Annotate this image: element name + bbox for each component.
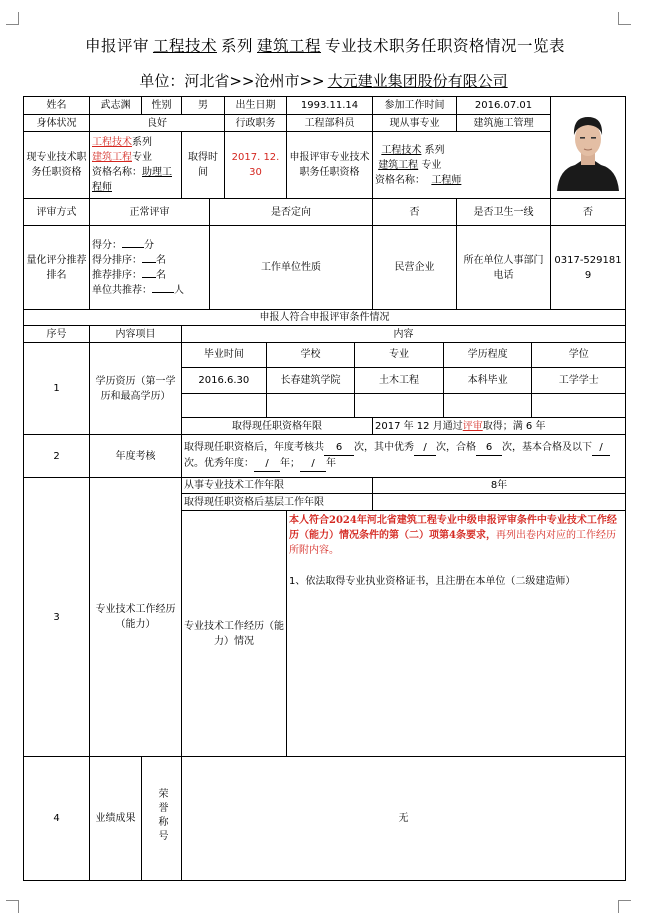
education-row-1 [182,367,625,393]
excellent-year-2: / [300,456,326,472]
admin-value: 工程部科员 [287,115,373,132]
item1-years-value [373,418,626,435]
row-qualifications [24,132,626,199]
current-qual-name: 助理工程师 [92,167,172,193]
title-specialty: 建筑工程 [257,37,322,55]
assess-excellent: / [414,440,436,456]
assess-text: 次。优秀年度： [184,458,254,469]
item3-condition-bold: 本人符合2024年河北省建筑工程专业中级申报评审条件中专业技术工作经历（能力）情况条件的第（二）项第4条要求， [289,515,617,541]
education-row-2 [182,393,625,417]
edu-empty-cell [266,393,355,417]
section-header: 申报人符合申报评审条件情况 [24,310,626,326]
major-suffix: 专业 [421,159,442,171]
row-item-1 [24,343,626,418]
phone-label: 所在单位人事部门电话 [457,226,551,310]
current-major-value: 建筑施工管理 [457,115,551,132]
edu-header-grad-time: 毕业时间 [182,343,266,367]
years-post: 取得；满 6 年 [482,420,546,432]
score-blank [122,247,144,248]
name-value: 武志渊 [90,97,142,115]
item4-value: 无 [182,757,626,881]
col-content: 内容 [182,326,626,343]
portrait-icon [553,105,623,191]
unit-line [0,70,650,91]
current-qual-value [90,132,182,199]
education-table [182,343,625,417]
apply-qual-label: 申报评审专业技术职务任职资格 [287,132,373,199]
birth-value: 1993.11.14 [287,97,373,115]
health-line-value: 否 [551,199,626,226]
health-line-label: 是否卫生一线 [457,199,551,226]
item1-years-label: 取得现任职资格年限 [182,418,373,435]
admin-label: 行政职务 [225,115,287,132]
assess-text: 取得现任职资格后，年度考核共 [184,442,324,453]
health-value: 良好 [90,115,225,132]
photo-cell [551,97,626,199]
series-suffix: 系列 [424,144,445,156]
item3-years-value: 8年 [373,478,626,494]
score-rank-blank [142,262,156,263]
unit-company: 大元建业集团股份有限公司 [327,72,508,90]
gender-label: 性别 [142,97,182,115]
corner-mark-top-right [618,12,631,25]
total-rec-label: 单位共推荐： [92,284,152,296]
score-label: 得分： [92,239,122,251]
gender-value: 男 [182,97,225,115]
item2-content [182,435,626,478]
edu-empty-cell [443,393,532,417]
person-suffix: 人 [174,284,184,296]
qual-name-prefix: 资格名称： [375,174,425,186]
rec-rank-label: 推荐排序： [92,269,142,281]
major-suffix: 专业 [132,152,152,163]
current-major-label: 现从事专业 [373,115,457,132]
assess-basic: / [592,440,610,456]
rank-suffix: 名 [156,269,166,281]
item3-exp-content [287,511,626,757]
item4-sub-label [142,757,182,881]
qual-name-prefix: 资格名称： [92,167,142,178]
assess-text: 次，基本合格及以下 [502,442,592,453]
current-qual-series: 工程技术 [92,137,132,148]
excellent-year-1: / [254,456,280,472]
directed-value: 否 [373,199,457,226]
name-label: 姓名 [24,97,90,115]
obtain-time-value: 2017. 12. 30 [225,132,287,199]
edu-empty-cell [532,393,625,417]
birth-label: 出生日期 [225,97,287,115]
corner-mark-bottom-right [618,900,631,913]
row-section-header [24,310,626,326]
item3-grassroots-value [373,494,626,511]
score-suffix: 分 [144,239,154,251]
years-pre: 2017 年 12 月通过 [375,420,463,432]
obtain-time-label: 取得时间 [182,132,225,199]
rec-rank-blank [142,277,156,278]
item3-label: 专业技术工作经历（能力） [90,478,182,757]
apply-qual-series: 工程技术 [381,144,422,156]
honor-title-label: 荣誉称号 [156,788,167,844]
apply-qual-value [373,132,551,199]
col-no: 序号 [24,326,90,343]
edu-school: 长春建筑学院 [266,367,355,393]
item2-label: 年度考核 [90,435,182,478]
edu-degree: 工学学士 [532,367,625,393]
assess-text: 年； [280,458,300,469]
rank-suffix: 名 [156,254,166,266]
edu-empty-cell [355,393,444,417]
health-label: 身体状况 [24,115,90,132]
corner-mark-top-left [6,12,19,25]
qualification-table [23,96,626,881]
item3-no: 3 [24,478,90,757]
series-suffix: 系列 [132,137,152,148]
assess-text: 次，其中优秀 [354,442,414,453]
education-cell [182,343,626,418]
row-review-method [24,199,626,226]
item1-label: 学历资历（第一学历和最高学历） [90,343,182,435]
assess-pass: 6 [476,440,502,456]
nature-label: 工作单位性质 [210,226,373,310]
item3-detail: 1、依法取得专业执业资格证书，且注册在本单位（二级建造师） [289,576,576,587]
phone-value: 0317-5291819 [551,226,626,310]
row-basic-info [24,97,626,115]
nature-value: 民营企业 [373,226,457,310]
method-value: 正常评审 [90,199,210,226]
edu-empty-cell [182,393,266,417]
edu-header-major: 专业 [355,343,444,367]
unit-prefix: 单位：河北省>>沧州市>> [139,72,325,90]
row-item-3-years [24,478,626,494]
total-rec-blank [152,292,174,293]
item4-label: 业绩成果 [90,757,142,881]
edu-header-school: 学校 [266,343,355,367]
edu-level: 本科毕业 [443,367,532,393]
assess-total: 6 [324,440,354,456]
row-item-2 [24,435,626,478]
apply-qual-major: 建筑工程 [378,159,419,171]
item3-grassroots-label: 取得现任职资格后基层工作年限 [182,494,373,511]
row-ranking [24,226,626,310]
edu-grad-time: 2016.6.30 [182,367,266,393]
current-qual-label: 现专业技术职务任职资格 [24,132,90,199]
edu-header-degree: 学位 [532,343,625,367]
item3-exp-label: 专业技术工作经历（能力）情况 [182,511,287,757]
title-series: 工程技术 [152,37,217,55]
item3-condition-red: 再列出卷内对应的工作经历所附内容。 [289,530,616,556]
rank-label: 量化评分推荐排名 [24,226,90,310]
score-rank-label: 得分排序： [92,254,142,266]
item4-no: 4 [24,757,90,881]
title-part-3: 专业技术职务任职资格情况一览表 [325,37,566,55]
item1-no: 1 [24,343,90,435]
item2-no: 2 [24,435,90,478]
edu-header-level: 学历程度 [443,343,532,367]
work-start-label: 参加工作时间 [373,97,457,115]
method-label: 评审方式 [24,199,90,226]
applicant-photo [553,105,623,191]
row-status [24,115,626,132]
row-col-headers [24,326,626,343]
review-word: 评审 [462,420,483,432]
work-start-value: 2016.07.01 [457,97,551,115]
rank-details [90,226,210,310]
current-qual-major: 建筑工程 [92,152,132,163]
directed-label: 是否定向 [210,199,373,226]
assess-text: 次，合格 [436,442,476,453]
education-header-row [182,343,625,367]
edu-major: 土木工程 [355,367,444,393]
apply-qual-name: 工程师 [431,174,462,186]
col-item: 内容项目 [90,326,182,343]
title-part-1: 申报评审 [84,37,149,55]
corner-mark-bottom-left [6,900,19,913]
item3-years-label: 从事专业技术工作年限 [182,478,373,494]
title-part-2: 系列 [220,37,253,55]
assess-text: 年 [326,458,336,469]
row-item-4 [24,757,626,881]
document-title [0,34,650,56]
